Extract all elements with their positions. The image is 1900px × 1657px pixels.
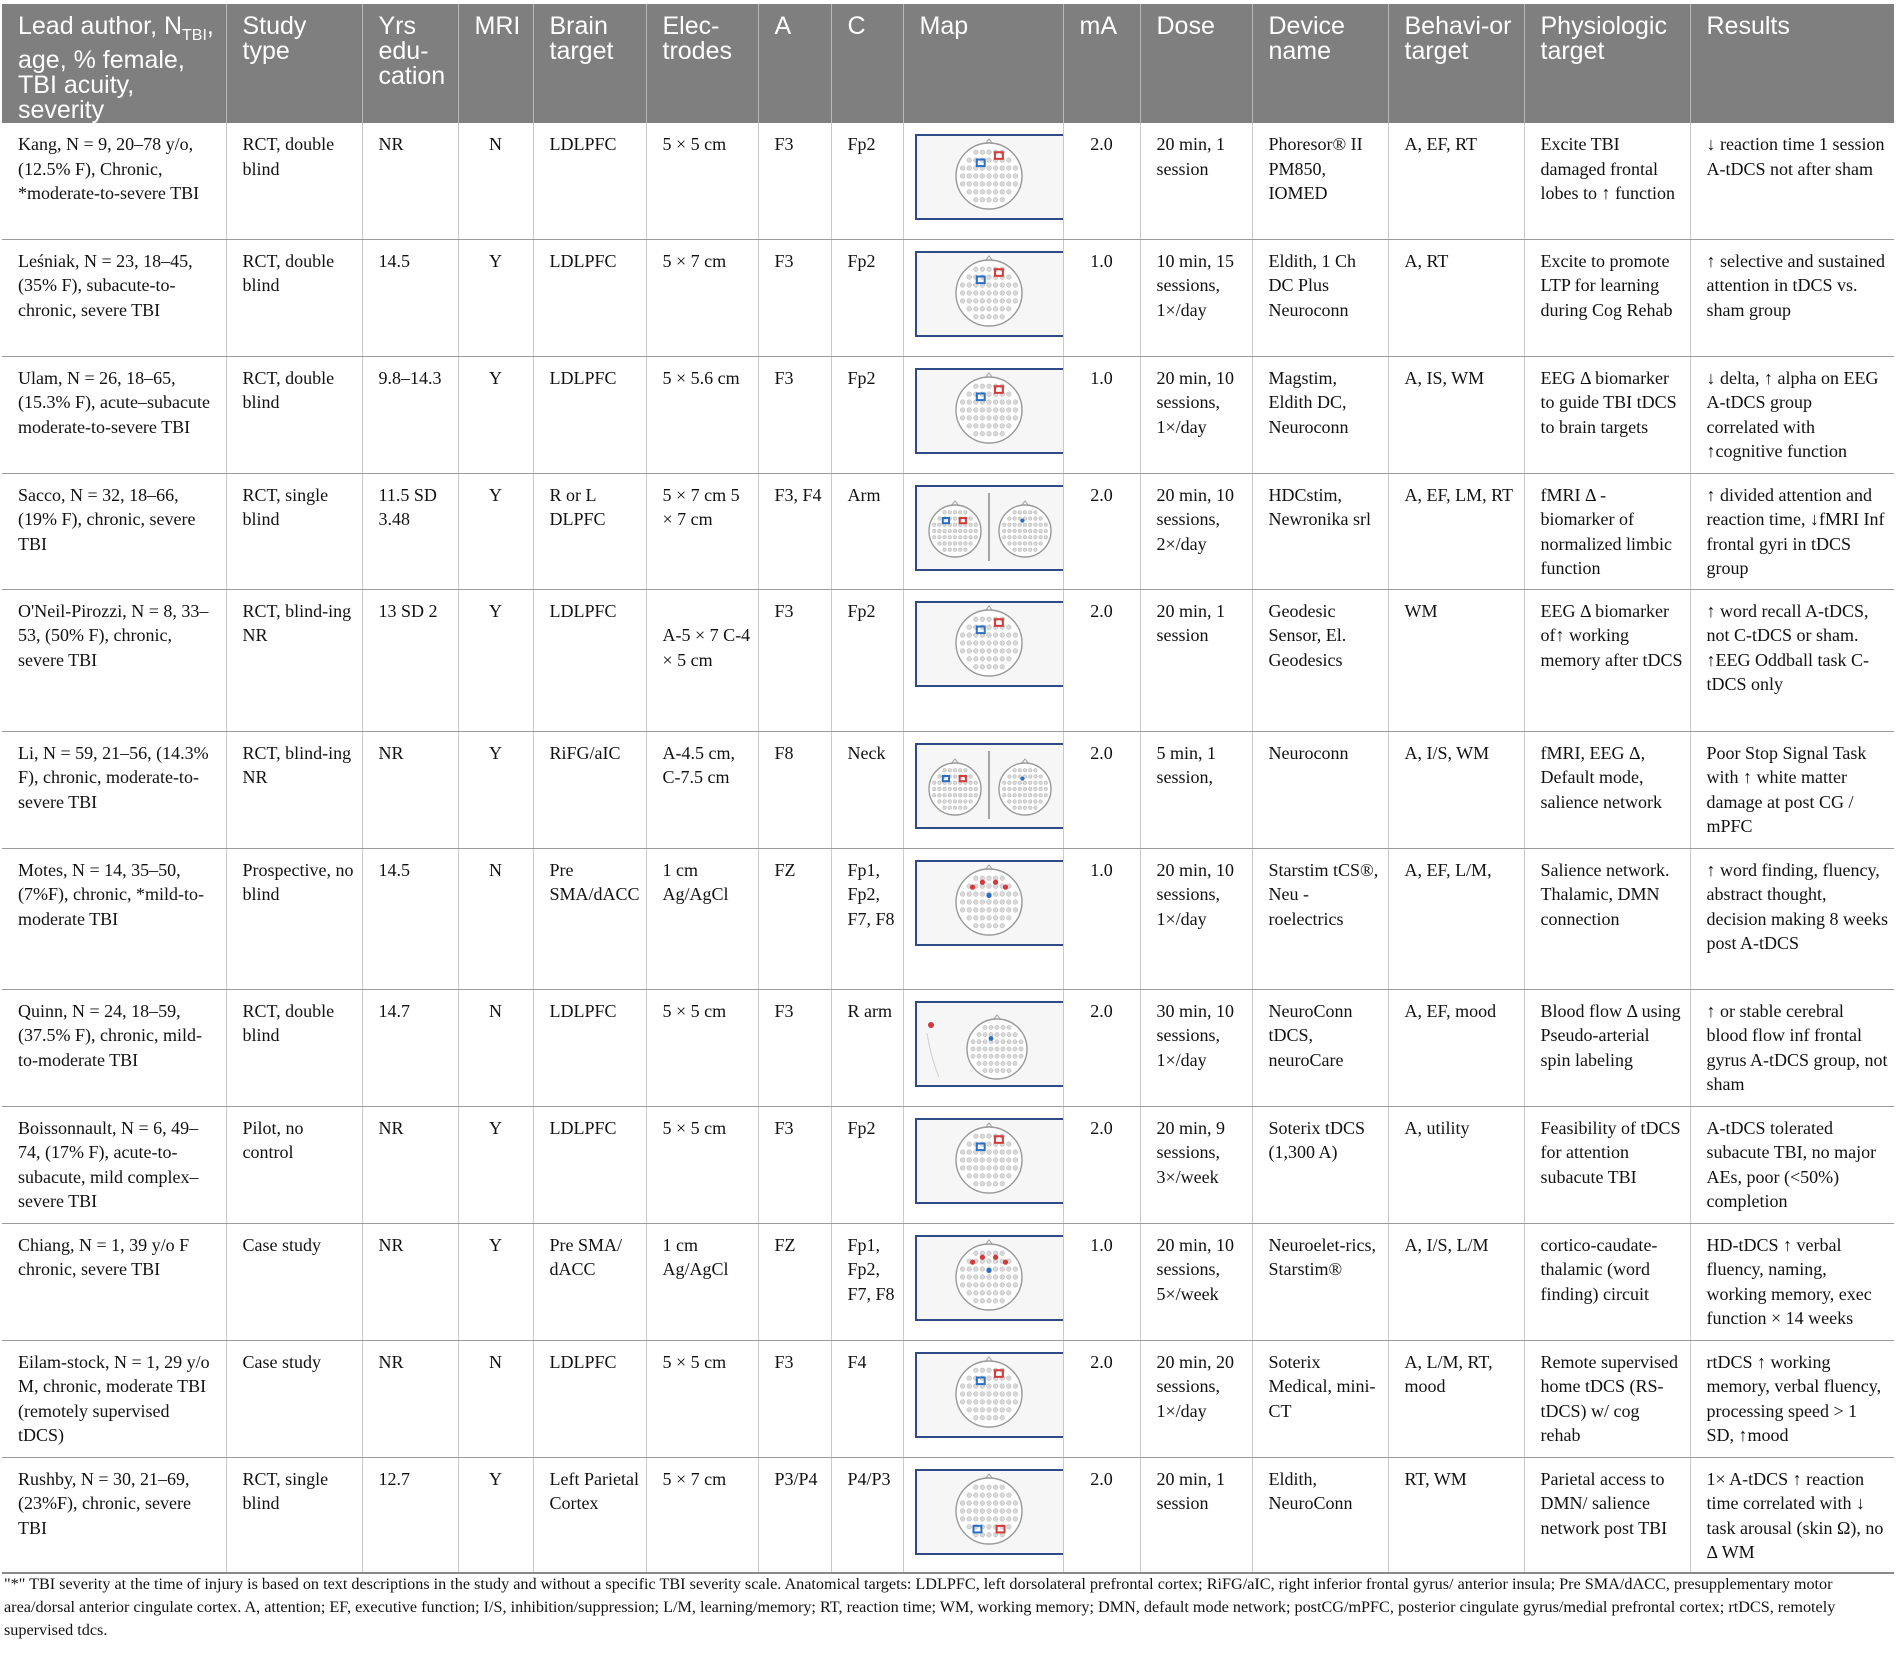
cell-study_type: RCT, double blind — [226, 356, 362, 473]
cell-c: Fp2 — [831, 1106, 903, 1223]
cell-study_type: RCT, double blind — [226, 989, 362, 1106]
montage-map — [915, 743, 1064, 829]
cell-author: Motes, N = 14, 35–50, (7%F), chronic, *mild-to-moderate TBI — [2, 848, 226, 989]
cell-electrodes: 5 × 5.6 cm — [646, 356, 758, 473]
montage-diagram — [917, 603, 1061, 681]
cell-dose: 20 min, 20 sessions, 1×/day — [1140, 1340, 1252, 1457]
head-outline — [956, 606, 1022, 676]
montage-map — [915, 1352, 1064, 1438]
cell-map — [903, 1457, 1063, 1573]
table-row — [2, 239, 1894, 356]
cell-author: Chiang, N = 1, 39 y/o F chronic, severe TBI — [2, 1223, 226, 1340]
cell-study_type: Case study — [226, 1340, 362, 1457]
cell-dose: 30 min, 10 sessions, 1×/day — [1140, 989, 1252, 1106]
column-header-a: A — [758, 4, 831, 123]
cell-electrodes: 5 × 7 cm — [646, 1457, 758, 1573]
cell-mri: Y — [458, 473, 533, 589]
cell-author: Ulam, N = 26, 18–65, (15.3% F), acute–subacute moderate-to-severe TBI — [2, 356, 226, 473]
montage-diagram — [917, 370, 1061, 448]
column-header-c: C — [831, 4, 903, 123]
cell-c: Arm — [831, 473, 903, 589]
cell-electrodes: 5 × 5 cm — [646, 123, 758, 239]
head-outline — [967, 1015, 1027, 1079]
cell-author: Kang, N = 9, 20–78 y/o, (12.5% F), Chronic, *moderate-to-severe TBI — [2, 123, 226, 239]
cell-target: Pre SMA/ dACC — [533, 1223, 646, 1340]
cell-mri: Y — [458, 1106, 533, 1223]
cell-c: Fp2 — [831, 356, 903, 473]
table-row — [2, 123, 1894, 239]
anode-electrode — [992, 879, 997, 884]
cell-results: ↓ reaction time 1 session A-tDCS not after sham — [1690, 123, 1894, 239]
cell-a: F3, F4 — [758, 473, 831, 589]
cathode-electrode — [1020, 518, 1024, 522]
tdcs-studies-table — [2, 4, 1894, 1574]
cell-a: P3/P4 — [758, 1457, 831, 1573]
montage-diagram — [917, 745, 1061, 823]
cell-author: O'Neil-Pirozzi, N = 8, 33–53, (50% F), chronic, severe TBI — [2, 589, 226, 731]
cell-electrodes: 1 cm Ag/AgCl — [646, 848, 758, 989]
montage-diagram — [917, 1471, 1061, 1549]
cell-a: F3 — [758, 589, 831, 731]
cell-device: HDCstim, Newronika srl — [1252, 473, 1388, 589]
cell-electrodes: A-4.5 cm, C-7.5 cm — [646, 731, 758, 848]
cell-device: Neuroelet-rics, Starstim® — [1252, 1223, 1388, 1340]
cell-physio: Salience network. Thalamic, DMN connection — [1524, 848, 1690, 989]
cell-map — [903, 1106, 1063, 1223]
cathode-electrode — [988, 1036, 993, 1041]
table-row — [2, 1457, 1894, 1573]
cell-edu: NR — [362, 123, 458, 239]
cell-target: LDLPFC — [533, 239, 646, 356]
cell-a: F3 — [758, 1340, 831, 1457]
table-row — [2, 589, 1894, 731]
table-row — [2, 989, 1894, 1106]
cell-a: F3 — [758, 123, 831, 239]
cell-ma: 1.0 — [1063, 356, 1140, 473]
cell-results: ↓ delta, ↑ alpha on EEG A-tDCS group correlated with ↑cognitive function — [1690, 356, 1894, 473]
cell-a: FZ — [758, 848, 831, 989]
cell-mri: Y — [458, 1457, 533, 1573]
cell-behavior: A, I/S, L/M — [1388, 1223, 1524, 1340]
cell-device: Neuroconn — [1252, 731, 1388, 848]
cell-edu: 12.7 — [362, 1457, 458, 1573]
montage-diagram — [917, 253, 1061, 331]
column-header-results: Results — [1690, 4, 1894, 123]
table-body — [2, 123, 1894, 1573]
cell-behavior: A, utility — [1388, 1106, 1524, 1223]
cell-device: Eldith, 1 Ch DC Plus Neuroconn — [1252, 239, 1388, 356]
anode-electrode — [1002, 884, 1007, 889]
cell-dose: 5 min, 1 session, — [1140, 731, 1252, 848]
cell-physio: cortico-caudate-thalamic (word finding) circuit — [1524, 1223, 1690, 1340]
cell-dose: 20 min, 10 sessions, 1×/day — [1140, 848, 1252, 989]
cell-author: Quinn, N = 24, 18–59, (37.5% F), chronic, mild-to-moderate TBI — [2, 989, 226, 1106]
cell-target: LDLPFC — [533, 356, 646, 473]
head-outline — [956, 1357, 1022, 1427]
cathode-electrode — [1020, 776, 1024, 780]
cell-behavior: WM — [1388, 589, 1524, 731]
montage-map — [915, 1001, 1064, 1087]
column-header-target: Brain target — [533, 4, 646, 123]
column-header-text: Lead author, N — [18, 12, 183, 40]
cell-dose: 20 min, 9 sessions, 3×/week — [1140, 1106, 1252, 1223]
cell-a: F3 — [758, 989, 831, 1106]
cell-mri: N — [458, 989, 533, 1106]
cell-device: Geodesic Sensor, El. Geodesics — [1252, 589, 1388, 731]
cell-study_type: RCT, double blind — [226, 123, 362, 239]
cell-ma: 2.0 — [1063, 1106, 1140, 1223]
cell-ma: 2.0 — [1063, 731, 1140, 848]
head-outline — [999, 501, 1051, 557]
anode-electrode — [1002, 1259, 1007, 1264]
cell-physio: Blood flow Δ using Pseudo-arterial spin labeling — [1524, 989, 1690, 1106]
cathode-electrode — [986, 1267, 991, 1272]
table-footnote: "*" TBI severity at the time of injury is based on text descriptions in the study and without a specific TBI severity scale. Anatomical targets: LDLPFC, left dorsolateral prefrontal cortex; RiFG/aIC, right inferior frontal gyrus/ anterior insula; Pre SMA/dACC, presupplementary motor area/dorsal anterior cingulate cortex. A, attention; EF, executive function; I/S, inhibition/suppression; L/M, learning/memory; RT, reaction time; WM, working memory; DMN, default mode network; postCG/mPFC, posterior cingulate gyrus/medial prefrontal cortex; rtDCS, remotely supervised tdcs. — [4, 1575, 1836, 1639]
cell-results: A-tDCS tolerated subacute TBI, no major AEs, poor (<50%) completion — [1690, 1106, 1894, 1223]
cell-results: ↑ selective and sustained attention in tDCS vs. sham group — [1690, 239, 1894, 356]
cell-author: Li, N = 59, 21–56, (14.3% F), chronic, moderate-to-severe TBI — [2, 731, 226, 848]
montage-diagram — [917, 487, 1061, 565]
cell-results: rtDCS ↑ working memory, verbal fluency, processing speed > 1 SD, ↑mood — [1690, 1340, 1894, 1457]
cell-physio: fMRI, EEG Δ, Default mode, salience network — [1524, 731, 1690, 848]
column-header-mri: MRI — [458, 4, 533, 123]
cell-edu: NR — [362, 731, 458, 848]
cell-behavior: A, L/M, RT, mood — [1388, 1340, 1524, 1457]
cell-edu: 13 SD 2 — [362, 589, 458, 731]
cell-physio: Remote supervised home tDCS (RS-tDCS) w/ cog rehab — [1524, 1340, 1690, 1457]
column-header-subscript: TBI — [182, 27, 207, 44]
cell-target: Pre SMA/dACC — [533, 848, 646, 989]
cell-map — [903, 589, 1063, 731]
cell-map — [903, 473, 1063, 589]
cell-mri: N — [458, 848, 533, 989]
cell-behavior: A, IS, WM — [1388, 356, 1524, 473]
anode-electrode — [969, 1259, 974, 1264]
cell-study_type: RCT, blind-ing NR — [226, 589, 362, 731]
table-row — [2, 1106, 1894, 1223]
cell-results: 1× A-tDCS ↑ reaction time correlated with ↓ task arousal (skin Ω), no Δ WM — [1690, 1457, 1894, 1573]
cell-behavior: A, EF, L/M, — [1388, 848, 1524, 989]
cell-physio: EEG Δ biomarker to guide TBI tDCS to brain targets — [1524, 356, 1690, 473]
cell-results: ↑ word finding, fluency, abstract thought, decision making 8 weeks post A-tDCS — [1690, 848, 1894, 989]
montage-map — [915, 485, 1064, 571]
table-header — [2, 4, 1894, 123]
column-header-behavior: Behavi-or target — [1388, 4, 1524, 123]
cell-edu: NR — [362, 1223, 458, 1340]
cell-behavior: RT, WM — [1388, 1457, 1524, 1573]
cell-mri: Y — [458, 1223, 533, 1340]
head-outline — [956, 139, 1022, 209]
column-header-study_type: Study type — [226, 4, 362, 123]
cathode-electrode — [986, 892, 991, 897]
table-row — [2, 848, 1894, 989]
cell-ma: 1.0 — [1063, 239, 1140, 356]
cell-results: ↑ word recall A-tDCS, not C-tDCS or sham. ↑EEG Oddball task C-tDCS only — [1690, 589, 1894, 731]
cell-device: NeuroConn tDCS, neuroCare — [1252, 989, 1388, 1106]
cell-target: LDLPFC — [533, 1106, 646, 1223]
cell-c: Fp1, Fp2, F7, F8 — [831, 1223, 903, 1340]
cell-electrodes: 5 × 7 cm — [646, 239, 758, 356]
montage-map — [915, 601, 1064, 687]
cell-dose: 10 min, 15 sessions, 1×/day — [1140, 239, 1252, 356]
cell-a: FZ — [758, 1223, 831, 1340]
cell-author: Rushby, N = 30, 21–69, (23%F), chronic, severe TBI — [2, 1457, 226, 1573]
cell-map — [903, 356, 1063, 473]
cell-device: Phoresor® II PM850, IOMED — [1252, 123, 1388, 239]
anode-electrode — [979, 1254, 984, 1259]
cell-map — [903, 989, 1063, 1106]
cell-author: Sacco, N = 32, 18–66, (19% F), chronic, severe TBI — [2, 473, 226, 589]
cell-author: Leśniak, N = 23, 18–45, (35% F), subacute-to-chronic, severe TBI — [2, 239, 226, 356]
cell-study_type: Case study — [226, 1223, 362, 1340]
cell-mri: Y — [458, 589, 533, 731]
column-header-device: Device name — [1252, 4, 1388, 123]
cell-edu: 11.5 SD 3.48 — [362, 473, 458, 589]
head-outline — [956, 1240, 1022, 1310]
cell-target: LDLPFC — [533, 589, 646, 731]
cell-a: F3 — [758, 239, 831, 356]
cell-edu: 14.7 — [362, 989, 458, 1106]
cell-dose: 20 min, 1 session — [1140, 123, 1252, 239]
cell-electrodes: 1 cm Ag/AgCl — [646, 1223, 758, 1340]
cell-dose: 20 min, 10 sessions, 5×/week — [1140, 1223, 1252, 1340]
cell-mri: N — [458, 123, 533, 239]
cell-device: Eldith, NeuroConn — [1252, 1457, 1388, 1573]
cell-device: Soterix tDCS (1,300 A) — [1252, 1106, 1388, 1223]
cell-map — [903, 1340, 1063, 1457]
table-row — [2, 1340, 1894, 1457]
montage-map — [915, 860, 1064, 946]
column-header-author — [2, 4, 226, 123]
cell-c: F4 — [831, 1340, 903, 1457]
arm-electrode — [928, 1022, 934, 1028]
head-outline — [956, 1123, 1022, 1193]
cell-ma: 2.0 — [1063, 1457, 1140, 1573]
cell-map — [903, 848, 1063, 989]
cell-dose: 20 min, 1 session — [1140, 589, 1252, 731]
table-row — [2, 731, 1894, 848]
cell-target: RiFG/aIC — [533, 731, 646, 848]
cell-mri: Y — [458, 731, 533, 848]
montage-map — [915, 368, 1064, 454]
head-outline — [999, 759, 1051, 815]
cell-physio: Feasibility of tDCS for attention subacute TBI — [1524, 1106, 1690, 1223]
cell-map — [903, 239, 1063, 356]
cell-results: ↑ or stable cerebral blood flow inf frontal gyrus A-tDCS group, not sham — [1690, 989, 1894, 1106]
cell-study_type: Pilot, no control — [226, 1106, 362, 1223]
cell-a: F3 — [758, 356, 831, 473]
cell-c: Fp2 — [831, 239, 903, 356]
montage-diagram — [917, 136, 1061, 214]
cell-c: Neck — [831, 731, 903, 848]
montage-map — [915, 251, 1064, 337]
cell-target: LDLPFC — [533, 989, 646, 1106]
table-row — [2, 356, 1894, 473]
montage-diagram — [917, 1003, 1061, 1081]
cell-dose: 20 min, 10 sessions, 1×/day — [1140, 356, 1252, 473]
anode-electrode — [979, 879, 984, 884]
montage-diagram — [917, 1120, 1061, 1198]
cell-physio: Parietal access to DMN/ salience network post TBI — [1524, 1457, 1690, 1573]
cell-ma: 2.0 — [1063, 1340, 1140, 1457]
montage-diagram — [917, 1237, 1061, 1315]
cell-dose: 20 min, 10 sessions, 2×/day — [1140, 473, 1252, 589]
cell-study_type: RCT, single blind — [226, 473, 362, 589]
cell-target: LDLPFC — [533, 123, 646, 239]
cell-physio: fMRI Δ - biomarker of normalized limbic function — [1524, 473, 1690, 589]
anode-electrode — [969, 884, 974, 889]
cell-c: R arm — [831, 989, 903, 1106]
column-header-text-rest: , age, % female, TBI acuity, severity — [18, 12, 214, 123]
cell-edu: 9.8–14.3 — [362, 356, 458, 473]
cell-device: Starstim tCS®, Neu -roelectrics — [1252, 848, 1388, 989]
cell-behavior: A, EF, RT — [1388, 123, 1524, 239]
cell-electrodes: 5 × 7 cm 5 × 7 cm — [646, 473, 758, 589]
cell-electrodes: 5 × 5 cm — [646, 1106, 758, 1223]
cell-mri: N — [458, 1340, 533, 1457]
table-row — [2, 1223, 1894, 1340]
cell-author: Eilam-stock, N = 1, 29 y/o M, chronic, moderate TBI (remotely supervised tDCS) — [2, 1340, 226, 1457]
column-header-electrodes: Elec-trodes — [646, 4, 758, 123]
cell-study_type: RCT, blind-ing NR — [226, 731, 362, 848]
cell-target: R or L DLPFC — [533, 473, 646, 589]
cell-c: P4/P3 — [831, 1457, 903, 1573]
cell-physio: Excite to promote LTP for learning during Cog Rehab — [1524, 239, 1690, 356]
column-header-physio: Physiologic target — [1524, 4, 1690, 123]
cell-device: Soterix Medical, mini-CT — [1252, 1340, 1388, 1457]
cell-a: F8 — [758, 731, 831, 848]
cell-target: LDLPFC — [533, 1340, 646, 1457]
montage-map — [915, 1235, 1064, 1321]
table-container — [2, 4, 1894, 1574]
cell-edu: 14.5 — [362, 848, 458, 989]
column-header-dose: Dose — [1140, 4, 1252, 123]
head-outline — [929, 501, 981, 557]
anode-electrode — [992, 1254, 997, 1259]
cell-ma: 2.0 — [1063, 589, 1140, 731]
cell-behavior: A, EF, mood — [1388, 989, 1524, 1106]
cell-ma: 1.0 — [1063, 848, 1140, 989]
cell-behavior: A, RT — [1388, 239, 1524, 356]
cell-ma: 2.0 — [1063, 473, 1140, 589]
cell-a: F3 — [758, 1106, 831, 1223]
cell-results: ↑ divided attention and reaction time, ↓fMRI Inf frontal gyri in tDCS group — [1690, 473, 1894, 589]
head-outline — [929, 759, 981, 815]
cell-study_type: RCT, single blind — [226, 1457, 362, 1573]
cell-electrodes: 5 × 5 cm — [646, 1340, 758, 1457]
cell-physio: EEG Δ biomarker of↑ working memory after tDCS — [1524, 589, 1690, 731]
head-outline — [956, 256, 1022, 326]
montage-diagram — [917, 862, 1061, 940]
montage-map — [915, 1469, 1064, 1555]
cell-study_type: Prospective, no blind — [226, 848, 362, 989]
cell-physio: Excite TBI damaged frontal lobes to ↑ function — [1524, 123, 1690, 239]
cell-ma: 2.0 — [1063, 123, 1140, 239]
cell-behavior: A, I/S, WM — [1388, 731, 1524, 848]
cell-behavior: A, EF, LM, RT — [1388, 473, 1524, 589]
head-outline — [956, 865, 1022, 935]
cell-electrodes: A-5 × 7 C-4 × 5 cm — [646, 589, 758, 731]
montage-map — [915, 1118, 1064, 1204]
cell-electrodes: 5 × 5 cm — [646, 989, 758, 1106]
cell-map — [903, 123, 1063, 239]
cell-edu: NR — [362, 1340, 458, 1457]
head-outline — [956, 1474, 1022, 1544]
head-outline — [956, 373, 1022, 443]
cell-device: Magstim, Eldith DC, Neuroconn — [1252, 356, 1388, 473]
cell-ma: 2.0 — [1063, 989, 1140, 1106]
cell-results: Poor Stop Signal Task with ↑ white matter damage at post CG / mPFC — [1690, 731, 1894, 848]
cell-map — [903, 1223, 1063, 1340]
cell-c: Fp1, Fp2, F7, F8 — [831, 848, 903, 989]
cell-study_type: RCT, double blind — [226, 239, 362, 356]
cell-results: HD-tDCS ↑ verbal fluency, naming, working memory, exec function × 14 weeks — [1690, 1223, 1894, 1340]
cell-c: Fp2 — [831, 589, 903, 731]
cell-map — [903, 731, 1063, 848]
cell-author: Boissonnault, N = 6, 49–74, (17% F), acute-to-subacute, mild complex–severe TBI — [2, 1106, 226, 1223]
cell-ma: 1.0 — [1063, 1223, 1140, 1340]
cell-edu: 14.5 — [362, 239, 458, 356]
column-header-ma: mA — [1063, 4, 1140, 123]
cell-mri: Y — [458, 239, 533, 356]
cell-dose: 20 min, 1 session — [1140, 1457, 1252, 1573]
montage-diagram — [917, 1354, 1061, 1432]
cell-edu: NR — [362, 1106, 458, 1223]
cell-c: Fp2 — [831, 123, 903, 239]
montage-map — [915, 134, 1064, 220]
column-header-edu: Yrs edu-cation — [362, 4, 458, 123]
cell-target: Left Parietal Cortex — [533, 1457, 646, 1573]
cell-mri: Y — [458, 356, 533, 473]
column-header-map: Map — [903, 4, 1063, 123]
table-row — [2, 473, 1894, 589]
